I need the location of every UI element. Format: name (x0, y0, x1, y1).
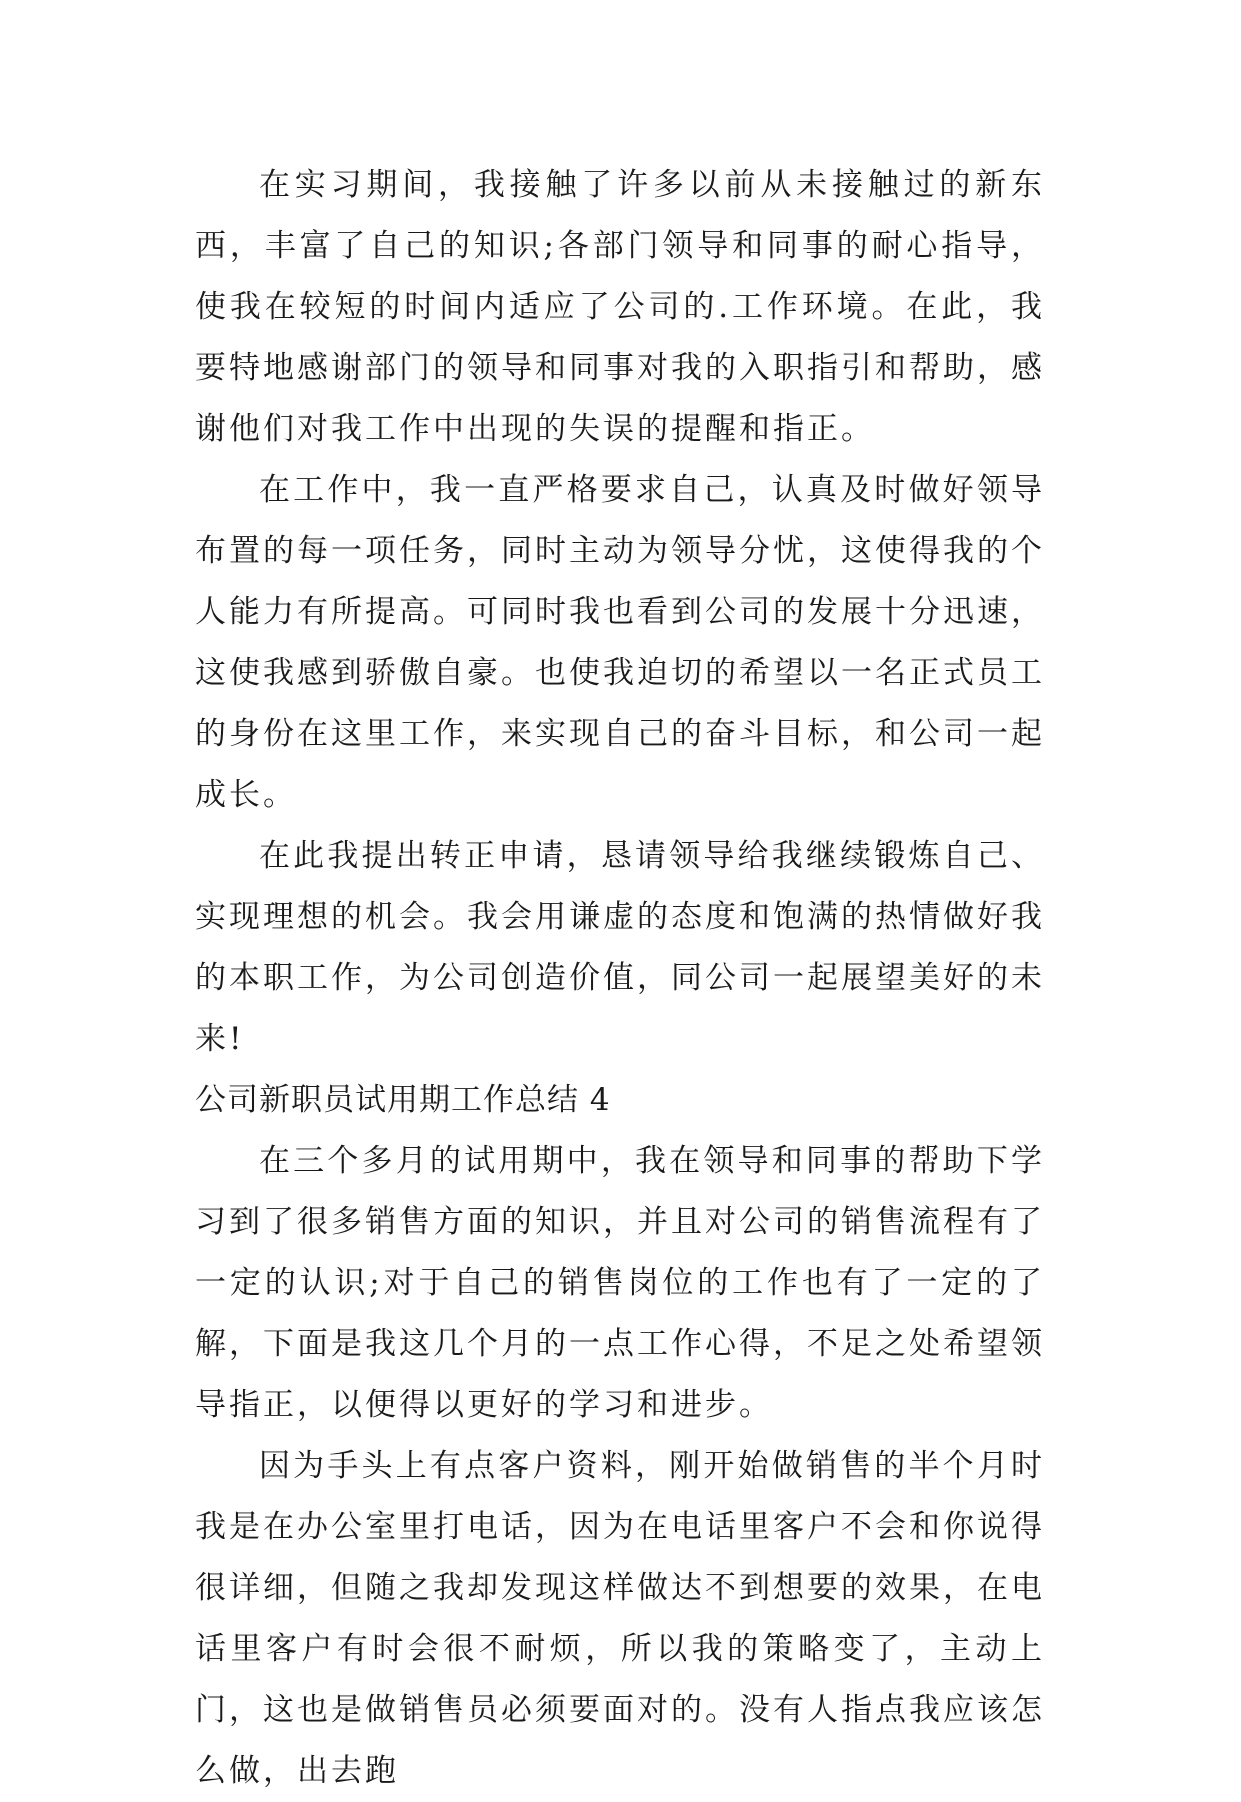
paragraph-sales-strategy: 因为手头上有点客户资料，刚开始做销售的半个月时我是在办公室里打电话，因为在电话里客户不会和你说得很详细，但随之我却发现这样做达不到想要的效果，在电话里客户有时会很不耐烦，所以我的策略变了，主动上门，这也是做销售员必须要面对的。没有人指点我应该怎么做，出去跑 (195, 1448, 1045, 1789)
paragraph-work-attitude: 在工作中，我一直严格要求自己，认真及时做好领导布置的每一项任务，同时主动为领导分忧，这使得我的个人能力有所提高。可同时我也看到公司的发展十分迅速，这使我感到骄傲自豪。也使我迫切的希望以一名正式员工的身份在这里工作，来实现自己的奋斗目标，和公司一起成长。 (195, 472, 1045, 813)
document-body (195, 155, 1045, 1802)
section-heading: 公司新职员试用期工作总结 4 (195, 1082, 611, 1118)
paragraph-trial-period: 在三个多月的试用期中，我在领导和同事的帮助下学习到了很多销售方面的知识，并且对公司的销售流程有了一定的认识;对于自己的销售岗位的工作也有了一定的了解，下面是我这几个月的一点工作心得，不足之处希望领导指正，以便得以更好的学习和进步。 (195, 1143, 1045, 1423)
paragraph-internship: 在实习期间，我接触了许多以前从未接触过的新东西，丰富了自己的知识;各部门领导和同事的耐心指导，使我在较短的时间内适应了公司的.工作环境。在此，我要特地感谢部门的领导和同事对我的入职指引和帮助，感谢他们对我工作中出现的失误的提醒和指正。 (195, 167, 1045, 447)
paragraph-application: 在此我提出转正申请，恳请领导给我继续锻炼自己、实现理想的机会。我会用谦虚的态度和饱满的热情做好我的本职工作，为公司创造价值，同公司一起展望美好的未来! (195, 838, 1045, 1057)
